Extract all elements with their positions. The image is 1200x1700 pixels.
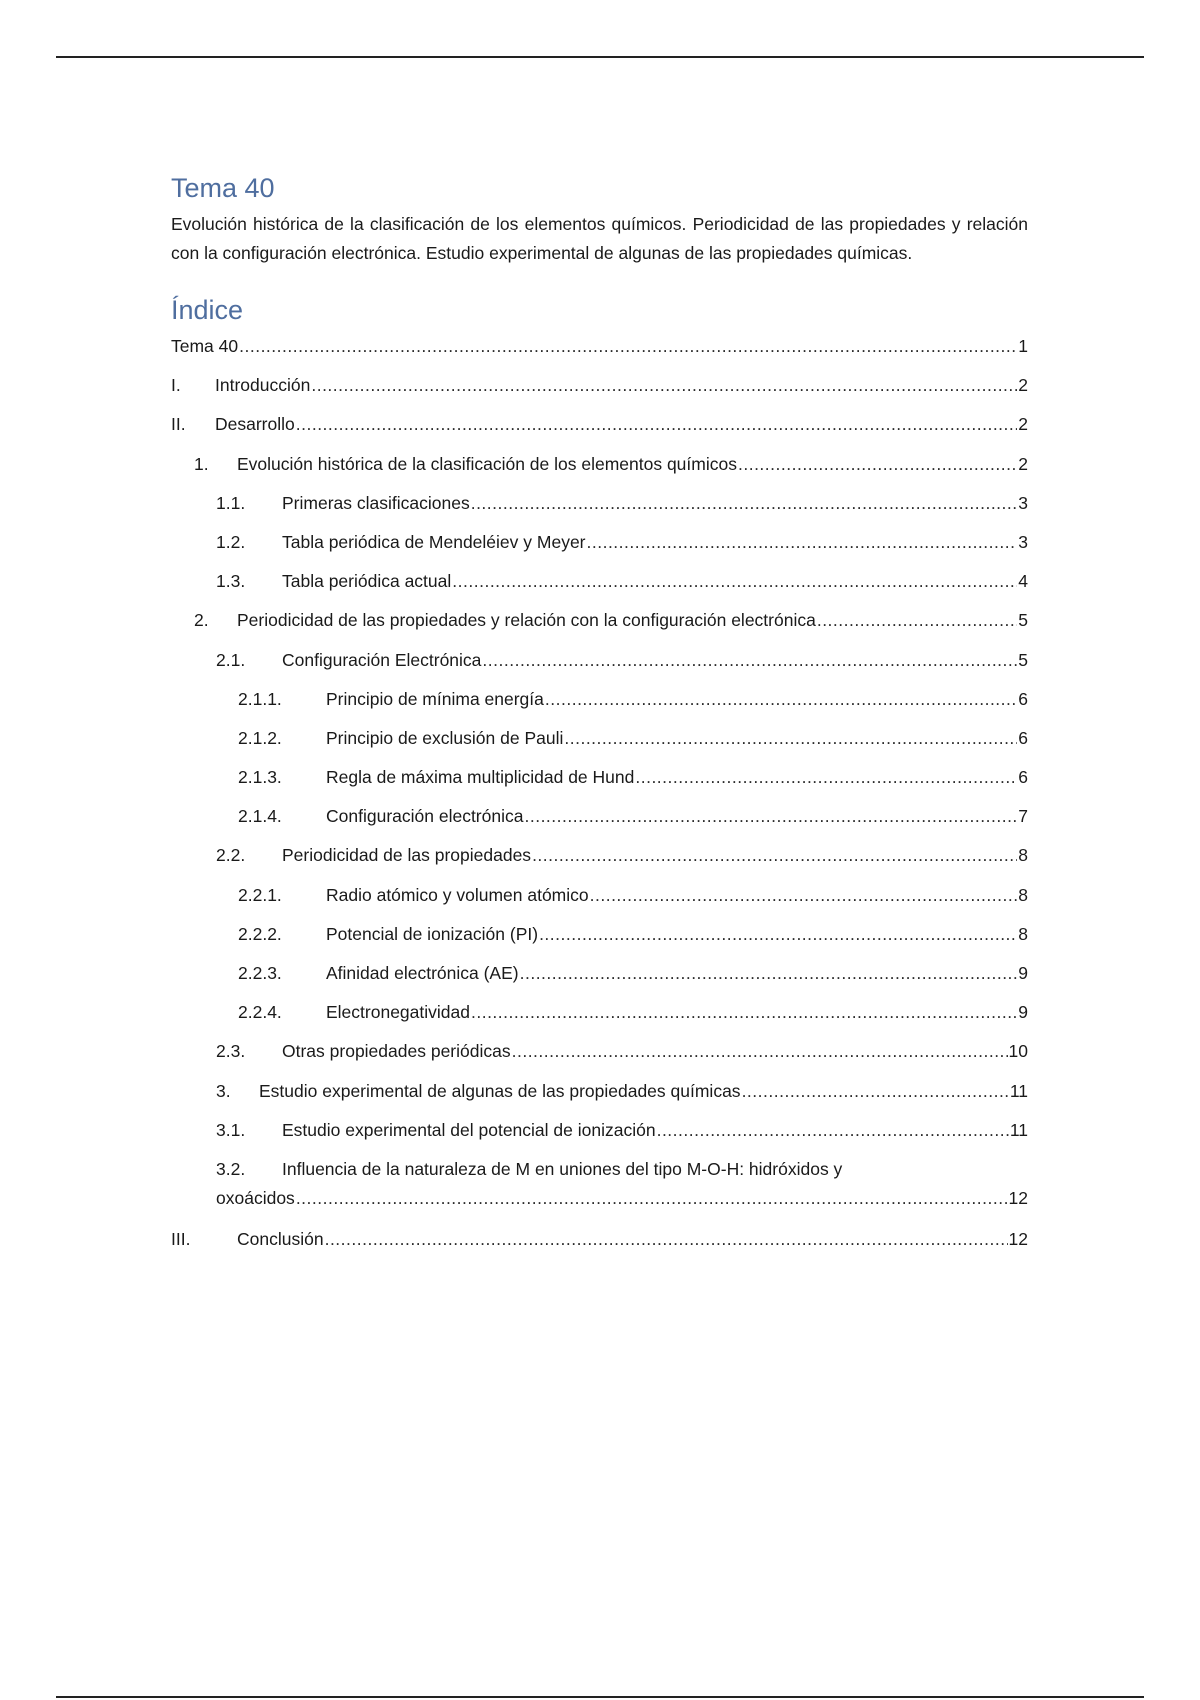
toc-entry-number: 2.1. [216,649,246,670]
toc-entry-radio-atomico[interactable] [171,883,1028,922]
footer-rule [56,1696,1144,1698]
toc-entry-tabla-actual[interactable] [171,569,1028,608]
toc-entry-title: Tabla periódica actual [282,571,452,592]
toc-entry-title: Radio atómico y volumen atómico [326,884,589,905]
toc-page-number: 6 [1018,767,1028,788]
toc-entry-evolucion-historica[interactable] [171,452,1028,491]
toc-entry-title: Introducción [215,375,311,396]
toc-page-number: 11 [1009,1119,1028,1140]
toc-entry-number: 2.3. [216,1041,246,1062]
toc-entry-title: Primeras clasificaciones [282,492,470,513]
toc-leader-dots [587,530,1018,554]
tema-description: Evolución histórica de la clasificación de los elementos químicos. Periodicidad de las propiedades y relación con la configuración electrónica. Estudio experimental de algunas de las propiedades químicas. [171,214,1028,263]
toc-entry-number: 2.1.1. [238,688,282,709]
toc-entry-title: Estudio experimental del potencial de ionización [282,1119,656,1140]
toc-entry-minima-energia[interactable] [171,687,1028,726]
toc-entry-number: 3.1. [216,1119,246,1140]
toc-leader-dots [545,687,1017,711]
toc-page-number: 1 [1018,336,1028,356]
toc-page-number: 2 [1018,453,1028,474]
toc-leader-dots [471,491,1018,515]
toc-entry-number: 2.2.3. [238,963,282,983]
toc-entry-influencia-naturaleza-cont[interactable] [171,1186,1028,1227]
toc-leader-dots [471,1000,1017,1024]
toc-leader-dots [738,452,1017,476]
toc-page-number: 2 [1018,414,1028,435]
toc-page-number: 8 [1018,923,1028,944]
toc-entry-title: Tabla periódica de Mendeléiev y Meyer [282,531,586,552]
toc-leader-dots [590,883,1018,907]
toc-leader-dots [452,569,1017,593]
toc-page-number: 12 [1008,1187,1028,1208]
toc-entry-potencial-ionizacion[interactable] [171,922,1028,961]
toc-entry-title: Estudio experimental de algunas de las propiedades químicas [259,1080,741,1101]
toc-entry-otras-propiedades[interactable] [171,1039,1028,1078]
toc-entry-estudio-experimental[interactable] [171,1079,1028,1118]
toc-entry-number: I. [171,375,181,396]
toc-page-number: 7 [1018,806,1028,827]
toc-entry-number: 1. [194,453,209,474]
toc-entry-title: Principio de mínima energía [326,688,544,709]
toc-page-number: 3 [1018,531,1028,552]
toc-entry-number: 2.1.3. [238,767,282,788]
toc-entry-number: 2.1.2. [238,727,282,748]
toc-page-number: 2 [1018,375,1028,396]
toc-entry-title: Periodicidad de las propiedades y relación con la configuración electrónica [237,610,816,631]
toc-entry-afinidad-electronica[interactable] [171,961,1028,1000]
toc-leader-dots [311,373,1017,397]
toc-page-number: 6 [1018,727,1028,748]
toc-entry-number: 2.2.2. [238,923,282,944]
toc-entry-configuracion-electronica[interactable] [171,648,1028,687]
toc-leader-dots [296,1186,1008,1210]
toc-entry-title: Tema 40 [171,336,239,356]
toc-entry-title: Influencia de la naturaleza de M en uniones del tipo M-O-H: hidróxidos y [282,1158,843,1179]
toc-leader-dots [532,843,1017,867]
toc-entry-title: Configuración Electrónica [282,649,482,670]
toc-entry-electronegatividad[interactable] [171,1000,1028,1039]
document-body [171,168,1028,1266]
tema-heading: Tema 40 [171,173,275,203]
toc-entry-desarrollo[interactable] [171,412,1028,451]
toc-entry-number: 3. [216,1080,231,1101]
toc-entry-exclusion-pauli[interactable] [171,726,1028,765]
toc-page-number: 10 [1008,1041,1028,1062]
toc-entry-title: Otras propiedades periódicas [282,1041,511,1062]
toc-page-number: 8 [1018,884,1028,905]
toc-leader-dots [512,1039,1008,1063]
toc-entry-number: 2.2. [216,845,246,866]
toc-leader-dots [482,648,1017,672]
toc-entry-title: Electronegatividad [326,1002,470,1023]
toc-entry-introduccion[interactable] [171,373,1028,412]
toc-leader-dots [539,922,1017,946]
toc-entry-title: Potencial de ionización (PI) [326,923,539,944]
toc-leader-dots [742,1079,1009,1103]
toc-page-number: 6 [1018,688,1028,709]
toc-page-number: 8 [1018,845,1028,866]
toc-page-number: 9 [1018,1002,1028,1023]
toc-entry-conclusion[interactable] [171,1227,1028,1266]
toc-entry-number: 2.2.1. [238,884,282,905]
toc-leader-dots [239,334,1017,358]
toc-leader-dots [817,608,1017,632]
toc-leader-dots [635,765,1017,789]
toc-page-number: 9 [1018,963,1028,983]
toc-page-number: 12 [1008,1228,1028,1249]
toc-entry-number: 2. [194,610,209,631]
toc-entry-configuracion-electronica-2[interactable] [171,804,1028,843]
toc-entry-number: II. [171,414,186,435]
toc-leader-dots [564,726,1017,750]
toc-entry-periodicidad[interactable] [171,843,1028,882]
toc-entry-regla-hund[interactable] [171,765,1028,804]
toc-entry-number: 3.2. [216,1158,246,1179]
toc-entry-title: Evolución histórica de la clasificación de los elementos químicos [237,453,737,474]
table-of-contents [171,334,1028,1266]
toc-page-number: 5 [1018,610,1028,631]
toc-entry-primeras-clasificaciones[interactable] [171,491,1028,530]
toc-leader-dots [657,1118,1009,1142]
toc-entry-number: III. [171,1228,191,1249]
toc-entry-number: 1.3. [216,571,246,592]
toc-entry-influencia-naturaleza[interactable] [171,1157,1028,1186]
indice-heading: Índice [171,295,244,325]
toc-entry-number: 1.1. [216,492,246,513]
toc-entry-periodicidad-propiedades[interactable] [171,608,1028,647]
toc-entry-tema-40[interactable] [171,334,1028,373]
toc-entry-title: Desarrollo [215,414,295,435]
toc-entry-title: Conclusión [237,1228,324,1249]
header-rule [56,56,1144,58]
toc-leader-dots [296,412,1018,436]
toc-entry-title-continued: oxoácidos [216,1187,295,1208]
toc-leader-dots [520,961,1018,985]
toc-entry-title: Principio de exclusión de Pauli [326,727,564,748]
toc-page-number: 5 [1018,649,1028,670]
toc-entry-estudio-potencial[interactable] [171,1118,1028,1157]
toc-entry-title: Configuración electrónica [326,806,524,827]
toc-page-number: 4 [1018,571,1028,592]
toc-entry-title: Regla de máxima multiplicidad de Hund [326,767,635,788]
toc-leader-dots [325,1227,1008,1251]
toc-entry-tabla-mendeleiev[interactable] [171,530,1028,569]
toc-entry-title: Periodicidad de las propiedades [282,845,532,866]
toc-entry-number: 2.2.4. [238,1002,282,1023]
toc-page-number: 3 [1018,492,1028,513]
toc-page-number: 11 [1009,1080,1028,1101]
toc-entry-title: Afinidad electrónica (AE) [326,963,519,983]
toc-entry-number: 2.1.4. [238,806,282,827]
toc-entry-number: 1.2. [216,531,246,552]
toc-leader-dots [524,804,1017,828]
